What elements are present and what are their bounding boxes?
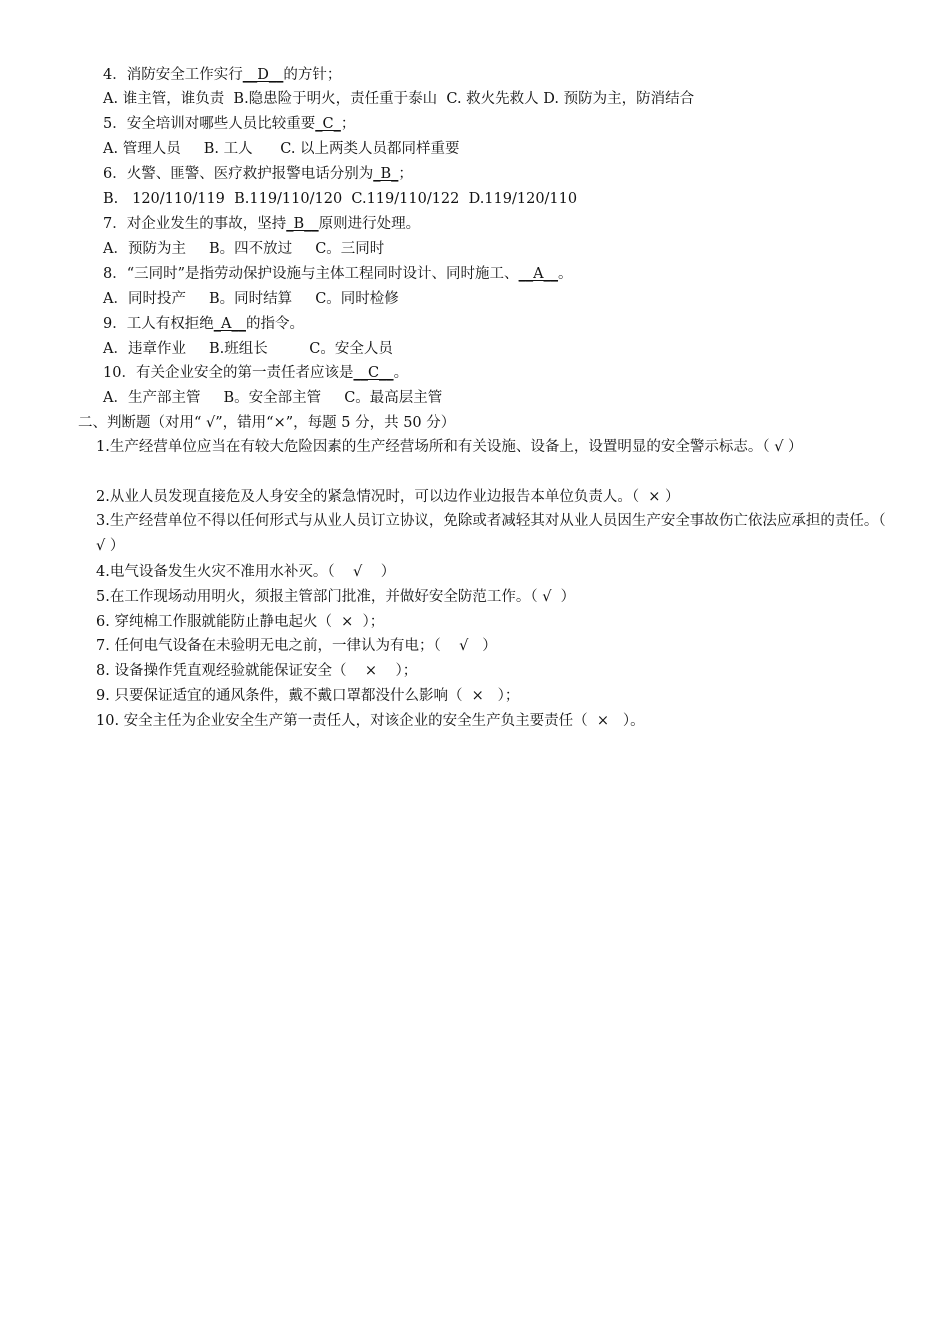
judge-item-8: 8. 设备操作凭直观经验就能保证安全（ × ）；	[96, 663, 418, 679]
answer-blank: _C_	[315, 116, 341, 132]
answer-blank: __C__	[353, 365, 394, 381]
question-10	[103, 364, 408, 382]
question-9	[103, 315, 304, 333]
question-5	[103, 115, 355, 133]
options-8: A．同时投产 B。同时结算 C。同时检修	[103, 291, 399, 307]
judge-item-6: 6. 穿纯棉工作服就能防止静电起火（ × ）；	[96, 614, 385, 630]
options-9: A．违章作业 B.班组长 C。安全人员	[103, 341, 393, 357]
question-text: ；	[398, 166, 413, 182]
question-text: 6．火警、匪警、医疗救护报警电话分别为	[103, 166, 374, 182]
question-8	[103, 265, 573, 283]
judge-item-2: 2.从业人员发现直接危及人身安全的紧急情况时，可以边作业边报告本单位负责人。（ × ）	[96, 489, 680, 505]
question-text: 5．安全培训对哪些人员比较重要	[103, 116, 316, 132]
question-4	[103, 66, 341, 84]
question-text: 。	[393, 365, 409, 381]
options-6: B. 120/110/119 B.119/110/120 C.119/110/122 D.119/120/110	[103, 191, 578, 207]
question-text: 。	[558, 266, 573, 282]
options-4: A. 谁主管，谁负责 B.隐患险于明火，责任重于泰山 C. 救火先救人 D. 预防为主，防消结合	[103, 91, 695, 107]
options-7: A．预防为主 B。四不放过 C。三同时	[103, 241, 385, 257]
answer-blank: _B__	[286, 216, 319, 232]
judge-item-4: 4.电气设备发生火灾不准用水补灭。（ √ ）	[96, 564, 396, 580]
judge-item-3: 3.生产经营单位不得以任何形式与从业人员订立协议，免除或者减轻其对从业人员因生产安全事故伤亡依法应承担的责任。（ √ ）	[96, 513, 886, 554]
answer-blank: __A__	[518, 266, 559, 282]
answer-blank: _B_	[373, 166, 399, 182]
question-text: 的指令。	[245, 316, 304, 332]
question-text: 8．“三同时”是指劳动保护设施与主体工程同时设计、同时施工、	[103, 266, 519, 282]
question-text: 的方针；	[283, 67, 342, 83]
options-10: A．生产部主管 B。安全部主管 C。最高层主管	[103, 390, 443, 406]
answer-blank: __D__	[242, 67, 284, 83]
judge-item-5: 5.在工作现场动用明火，须报主管部门批准，并做好安全防范工作。（ √ ）	[96, 589, 576, 605]
question-text: 9．工人有权拒绝	[103, 316, 214, 332]
question-text: 原则进行处理。	[318, 216, 421, 232]
question-text: ；	[340, 116, 356, 132]
question-text: 4．消防安全工作实行	[103, 67, 243, 83]
question-text: 7．对企业发生的事故，坚持	[103, 216, 287, 232]
options-5: A. 管理人员 B. 工人 C. 以上两类人员都同样重要	[103, 141, 460, 157]
question-text: 10．有关企业安全的第一责任者应该是	[103, 365, 354, 381]
judge-item-1: 1.生产经营单位应当在有较大危险因素的生产经营场所和有关设施、设备上，设置明显的安全警示标志。（ √ ）	[96, 439, 803, 455]
section-heading: 二、判断题（对用“ √”，错用“×”，每题 5 分，共 50 分）	[78, 415, 456, 431]
judge-item-7: 7. 任何电气设备在未验明无电之前，一律认为有电；（ √ ）	[96, 638, 497, 654]
judge-item-9: 9. 只要保证适宜的通风条件，戴不戴口罩都没什么影响（ × ）；	[96, 688, 520, 704]
question-7	[103, 215, 420, 233]
judge-item-10: 10. 安全主任为企业安全生产第一责任人，对该企业的安全生产负主要责任（ × ）。	[96, 713, 645, 729]
question-6	[103, 165, 413, 183]
answer-blank: _A__	[213, 316, 246, 332]
